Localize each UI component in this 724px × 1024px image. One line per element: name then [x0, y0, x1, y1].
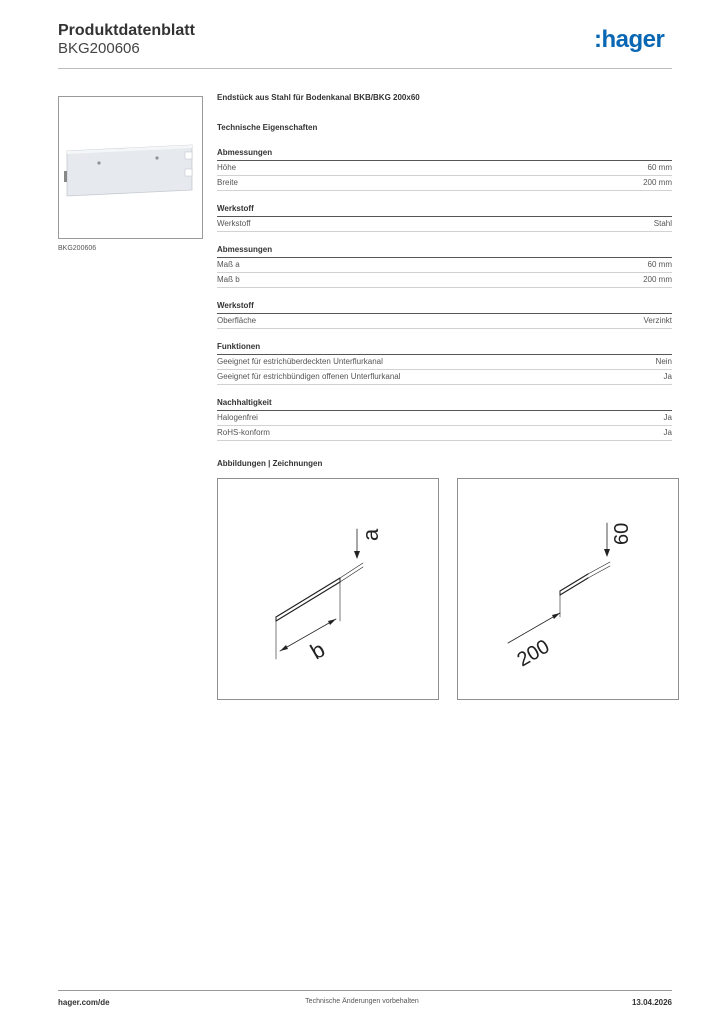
footer-website-link[interactable]: hager.com/de: [58, 998, 110, 1007]
spec-row: [217, 273, 672, 288]
spec-label: Werkstoff: [217, 219, 251, 228]
spec-label: Geeignet für estrichüberdeckten Unterflurkanal: [217, 357, 383, 366]
page-title: Produktdatenblatt: [58, 22, 195, 39]
spec-label: Höhe: [217, 163, 237, 172]
footer-divider: [58, 990, 672, 991]
drawing-ab-svg: [218, 479, 438, 699]
spec-label: Maß a: [217, 260, 240, 269]
product-description: Endstück aus Stahl für Bodenkanal BKB/BKG 200x60: [217, 93, 420, 102]
spec-section-functions: [217, 341, 672, 385]
spec-value: 200 mm: [643, 178, 672, 187]
spec-row: [217, 161, 672, 176]
spec-label: Geeignet für estrichbündigen offenen Unterflurkanal: [217, 372, 401, 381]
dimension-label-b: b: [306, 636, 330, 665]
spec-section-dimensions-ab: [217, 244, 672, 288]
section-heading: Nachhaltigkeit: [217, 397, 672, 411]
spec-label: RoHS-konform: [217, 428, 270, 437]
spec-value: Ja: [663, 372, 672, 381]
spec-label: Oberfläche: [217, 316, 257, 325]
section-heading: Werkstoff: [217, 300, 672, 314]
spec-row: [217, 411, 672, 426]
spec-section-material: [217, 203, 672, 232]
figures-heading: Abbildungen | Zeichnungen: [217, 459, 323, 468]
spec-section-surface: [217, 300, 672, 329]
footer-date: 13.04.2026: [631, 998, 672, 1007]
spec-section-dimensions: [217, 147, 672, 191]
hager-logo: :hager: [594, 26, 665, 53]
spec-value: Nein: [655, 357, 672, 366]
thumbnail-caption: BKG200606: [58, 245, 97, 252]
spec-row: [217, 370, 672, 385]
dimension-label-a: a: [358, 528, 383, 541]
section-heading: Abmessungen: [217, 244, 672, 258]
spec-value: 200 mm: [643, 275, 672, 284]
spec-label: Halogenfrei: [217, 413, 258, 422]
spec-value: 60 mm: [647, 163, 672, 172]
section-heading: Abmessungen: [217, 147, 672, 161]
product-image: [58, 96, 203, 239]
spec-value: 60 mm: [647, 260, 672, 269]
spec-row: [217, 217, 672, 232]
product-plate-illustration: [59, 97, 202, 238]
spec-value: Ja: [663, 428, 672, 437]
spec-value: Verzinkt: [643, 316, 672, 325]
spec-row: [217, 258, 672, 273]
dimension-drawing-ab: [217, 478, 439, 700]
spec-row: [217, 355, 672, 370]
spec-label: Breite: [217, 178, 238, 187]
dimension-drawing-values: [457, 478, 679, 700]
spec-row: [217, 426, 672, 441]
spec-value: Stahl: [653, 219, 672, 228]
tech-properties-heading: Technische Eigenschaften: [217, 123, 318, 132]
dimension-label-60: 60: [611, 522, 633, 545]
section-heading: Funktionen: [217, 341, 672, 355]
drawing-values-svg: [458, 479, 678, 699]
header-divider: [58, 68, 672, 69]
spec-section-sustainability: [217, 397, 672, 441]
spec-row: [217, 314, 672, 329]
spec-label: Maß b: [217, 275, 240, 284]
section-heading: Werkstoff: [217, 203, 672, 217]
spec-value: Ja: [663, 413, 672, 422]
spec-content: [217, 92, 672, 453]
product-code: BKG200606: [58, 40, 140, 57]
dimension-label-200: 200: [513, 635, 554, 672]
spec-row: [217, 176, 672, 191]
footer-note: Technische Änderungen vorbehalten: [305, 998, 419, 1005]
